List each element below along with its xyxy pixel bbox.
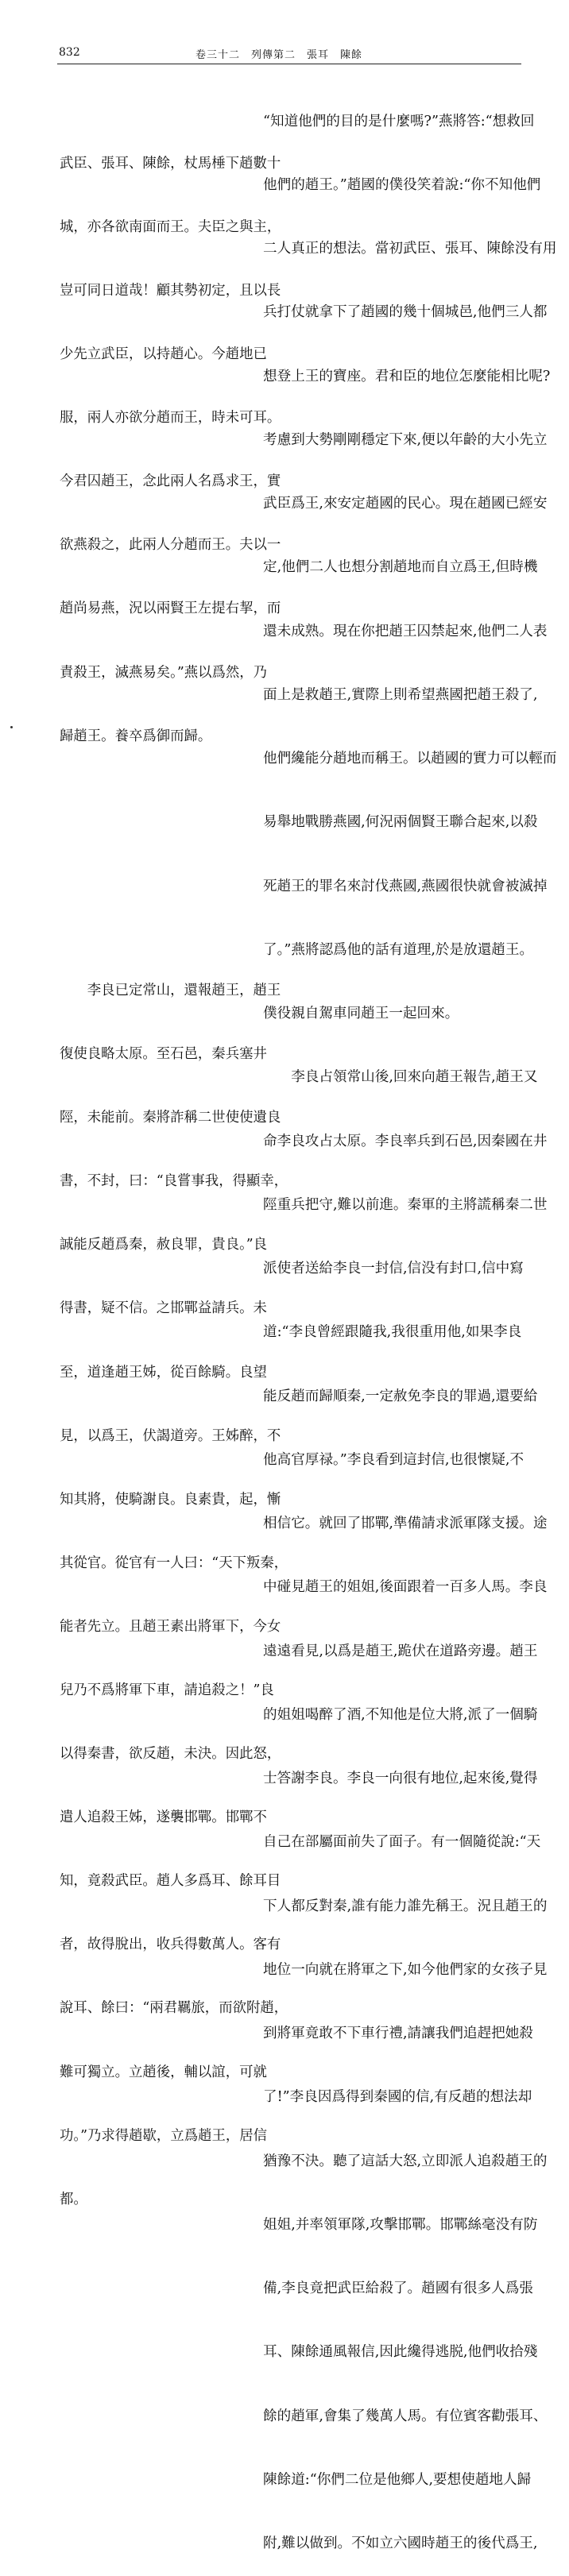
text-line: 今君囚趙王，念此兩人名爲求王，實 [60, 473, 281, 490]
text-line: 見，以爲王，伏謁道旁。王姊醉，不 [60, 1427, 281, 1444]
text-line: 陘，未能前。秦將詐稱二世使使遺良 [60, 1110, 281, 1126]
text-line: 兒乃不爲將軍下車，請追殺之！”良 [60, 1682, 274, 1698]
text-line: 少先立武臣，以持趙心。今趙地已 [60, 346, 267, 363]
text-line: 猶豫不決。聽了這話大怒,立即派人追殺趙王的 [263, 2153, 548, 2169]
text-line: 考慮到大勢剛剛穩定下來,便以年齡的大小先立 [263, 431, 548, 448]
text-line: 了!”李良因爲得到秦國的信,有反趙的想法却 [263, 2089, 532, 2106]
text-line: 陳餘道:“你們二位是他鄉人,要想使趙地人歸 [263, 2471, 532, 2488]
text-line: 地位一向就在將軍之下,如今他們家的女孩子見 [263, 1961, 548, 1978]
text-line: 他高官厚禄。”李良看到這封信,也很懷疑,不 [263, 1451, 524, 1468]
text-line: 到將軍竟敢不下車行禮,請讓我們追趕把她殺 [263, 2026, 533, 2041]
text-line: 得書，疑不信。之邯鄲益請兵。未 [60, 1300, 267, 1317]
text-line: 陘重兵把守,難以前進。秦軍的主將謊稱秦二世 [263, 1196, 548, 1213]
text-line: 派使者送給李良一封信,信没有封口,信中寫 [263, 1261, 524, 1276]
text-line: 歸趙王。養卒爲御而歸。 [60, 728, 212, 744]
text-line: 都。 [60, 2191, 87, 2207]
classical-paragraph-1 [60, 110, 281, 789]
text-line: 武臣爲王,來安定趙國的民心。現在趙國已經安 [263, 496, 548, 512]
text-line: 想登上王的寶座。君和臣的地位怎麼能相比呢? [263, 368, 551, 384]
text-line: 定,他們二人也想分割趙地而自立爲王,但時機 [263, 559, 538, 576]
margin-mark [10, 726, 13, 728]
text-line: 豈可同日道哉！顧其勢初定，且以長 [60, 283, 281, 299]
text-line: 復使良略太原。至石邑，秦兵塞井 [60, 1046, 267, 1063]
translation-column [263, 68, 557, 2576]
text-line: 功。”乃求得趙歇，立爲趙王，居信 [60, 2127, 268, 2144]
text-line: 命李良攻占太原。李良率兵到石邑,因秦國在井 [263, 1133, 548, 1149]
text-line: 中碰見趙王的姐姐,後面跟着一百多人馬。李良 [263, 1579, 548, 1596]
classical-text-column [60, 68, 288, 2274]
text-line: 說耳、餘曰：“兩君羈旅，而欲附趙， [60, 2000, 288, 2017]
text-line: 能者先立。且趙王素出將軍下，今女 [60, 1618, 281, 1635]
text-line: 其從官。從官有一人曰：“天下叛秦， [60, 1554, 288, 1571]
text-line: 服，兩人亦欲分趙而王，時未可耳。 [60, 410, 281, 427]
text-line: 死趙王的罪名來討伐燕國,燕國很快就會被滅掉 [263, 878, 548, 894]
running-head: 卷三十二 列傳第二 張耳 陳餘 [195, 49, 363, 61]
text-line: 易舉地戰勝燕國,何況兩個賢王聯合起來,以殺 [263, 814, 538, 831]
page-number: 832 [59, 46, 80, 59]
text-line: 李良已定常山，還報趙王，趙王 [60, 982, 281, 998]
text-line: 他們纔能分趙地而稱王。以趙國的實力可以輕而 [263, 751, 557, 767]
text-line: 二人真正的想法。當初武臣、張耳、陳餘没有用 [263, 241, 557, 257]
text-line: 他們的趙王。”趙國的僕役笑着說:“你不知他們 [263, 176, 541, 193]
paragraph-gap [60, 832, 254, 895]
text-line: 至，道逢趙王姊，從百餘騎。良望 [60, 1364, 267, 1381]
text-line: 責殺王，滅燕易矣。”燕以爲然，乃 [60, 664, 268, 681]
text-line: 李良占領常山後,回來向趙王報告,趙王又 [263, 1069, 538, 1086]
text-line: 下人都反對秦,誰有能力誰先稱王。況且趙王的 [263, 1898, 548, 1914]
text-line: 欲燕殺之，此兩人分趙而王。夫以一 [60, 537, 281, 554]
text-line: 以得秦書，欲反趙，未決。因此怒， [60, 1746, 281, 1763]
text-line: 耳、陳餘通風報信,因此纔得逃脱,他們收拾殘 [263, 2344, 538, 2361]
text-line: 附,難以做到。不如立六國時趙王的後代爲王, [263, 2535, 538, 2551]
text-line: 道:“李良曾經跟隨我,我很重用他,如果李良 [263, 1324, 522, 1341]
text-line: 兵打仗就拿下了趙國的幾十個城邑,他們三人都 [263, 304, 548, 321]
text-line: 難可獨立。立趙後，輔以誼，可就 [60, 2064, 267, 2080]
text-line: 餘的趙軍,會集了幾萬人馬。有位賓客勸張耳、 [263, 2408, 548, 2424]
text-line: 相信它。就回了邯鄲,準備請求派軍隊支援。途 [263, 1516, 548, 1531]
text-line: 誠能反趙爲秦，赦良罪，貴良。”良 [60, 1237, 268, 1253]
text-line: 遣人追殺王姊，遂襲邯鄲。邯鄲不 [60, 1809, 267, 1826]
text-line: 了。”燕將認爲他的話有道理,於是放還趙王。 [263, 941, 534, 958]
text-line: 備,李良竟把武臣給殺了。趙國有很多人爲張 [263, 2281, 533, 2296]
text-line: 面上是救趙王,實際上則希望燕國把趙王殺了, [263, 686, 538, 703]
text-line: 自己在部屬面前失了面子。有一個隨從說:“天 [263, 1834, 541, 1851]
text-line: 士答謝李良。李良一向很有地位,起來後,覺得 [263, 1771, 538, 1786]
text-line: 僕役親自駕車同趙王一起回來。 [263, 1006, 459, 1022]
classical-paragraph-2 [60, 938, 288, 2253]
text-line: 姐姐,并率領軍隊,攻擊邯鄲。邯鄲絲毫没有防 [263, 2216, 538, 2233]
text-line: 還未成熟。現在你把趙王囚禁起來,他們二人表 [263, 623, 548, 639]
text-line: 城，亦各欲南面而王。夫臣之與主， [60, 218, 281, 235]
text-line: 者，故得脫出，收兵得數萬人。客有 [60, 1937, 281, 1953]
text-line: 書，不封，曰：“良嘗事我，得顯幸， [60, 1173, 288, 1190]
text-line: 知其將，使騎謝良。良素貴，起，慚 [60, 1491, 281, 1508]
text-line: 趙尚易燕，況以兩賢王左提右挈，而 [60, 601, 281, 617]
text-line: 知，竟殺武臣。趙人多爲耳、餘耳目 [60, 1873, 281, 1890]
text-line: 的姐姐喝醉了酒,不知他是位大將,派了一個騎 [263, 1706, 538, 1723]
text-line: 能反趙而歸順秦,一定赦免李良的罪過,還要給 [263, 1388, 538, 1404]
text-line: “知道他們的目的是什麼嗎?”燕將答:“想救回 [263, 113, 535, 129]
text-line: 武臣、張耳、陳餘，杖馬棰下趙數十 [60, 155, 281, 172]
text-line: 遠遠看見,以爲是趙王,跪伏在道路旁邊。趙王 [263, 1643, 538, 1659]
